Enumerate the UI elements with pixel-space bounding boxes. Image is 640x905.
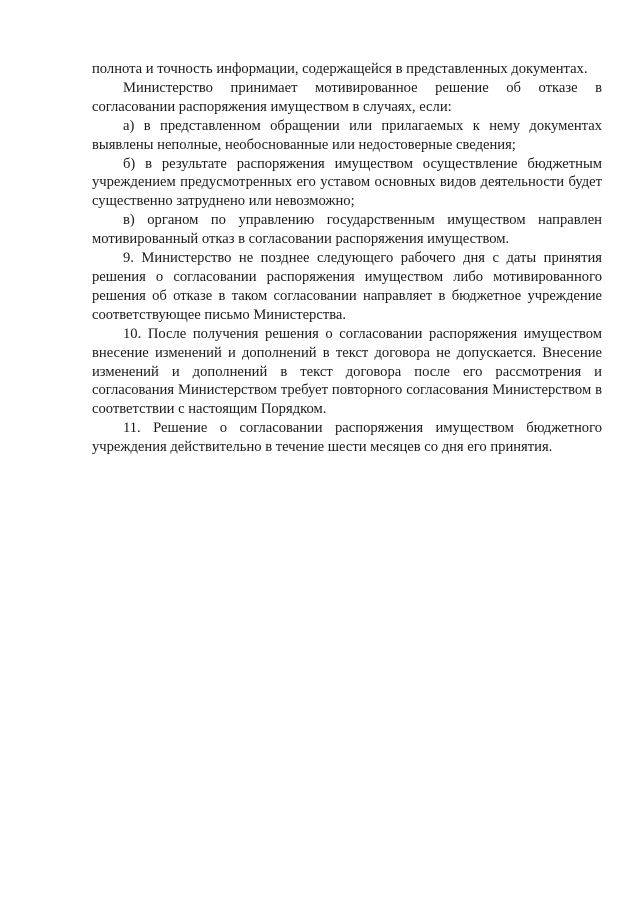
paragraph-clause-10: 10. После получения решения о согласовании распоряжения имуществом внесение изменений и дополнений в текст договора не допускается. Внесение изменений и дополнений в текст договора после его рассмотрения и согласования Министерством требует повторного согласования Министерством в соответствии с настоящим Порядком. [92, 325, 602, 418]
paragraph-refusal-intro: Министерство принимает мотивированное решение об отказе в согласовании распоряжения имуществом в случаях, если: [92, 79, 602, 115]
paragraph-clause-11: 11. Решение о согласовании распоряжения имуществом бюджетного учреждения действительно в течение шести месяцев со дня его принятия. [92, 420, 602, 456]
document-body [92, 60, 602, 457]
paragraph-clause-9: 9. Министерство не позднее следующего рабочего дня с даты принятия решения о согласовании распоряжения имуществом либо мотивированного решения об отказе в таком согласовании направляет в бюджетное учреждение соответствующее письмо Министерства. [92, 250, 602, 323]
paragraph-continuation: полнота и точность информации, содержащейся в представленных документах. [92, 61, 588, 77]
paragraph-item-b: б) в результате распоряжения имуществом осуществление бюджетным учреждением предусмотренных его уставом основных видов деятельности будет существенно затруднено или невозможно; [92, 155, 602, 210]
paragraph-item-v: в) органом по управлению государственным имуществом направлен мотивированный отказ в согласовании распоряжения имуществом. [92, 212, 602, 248]
paragraph-item-a: а) в представленном обращении или прилагаемых к нему документах выявлены неполные, необоснованные или недостоверные сведения; [92, 117, 602, 153]
